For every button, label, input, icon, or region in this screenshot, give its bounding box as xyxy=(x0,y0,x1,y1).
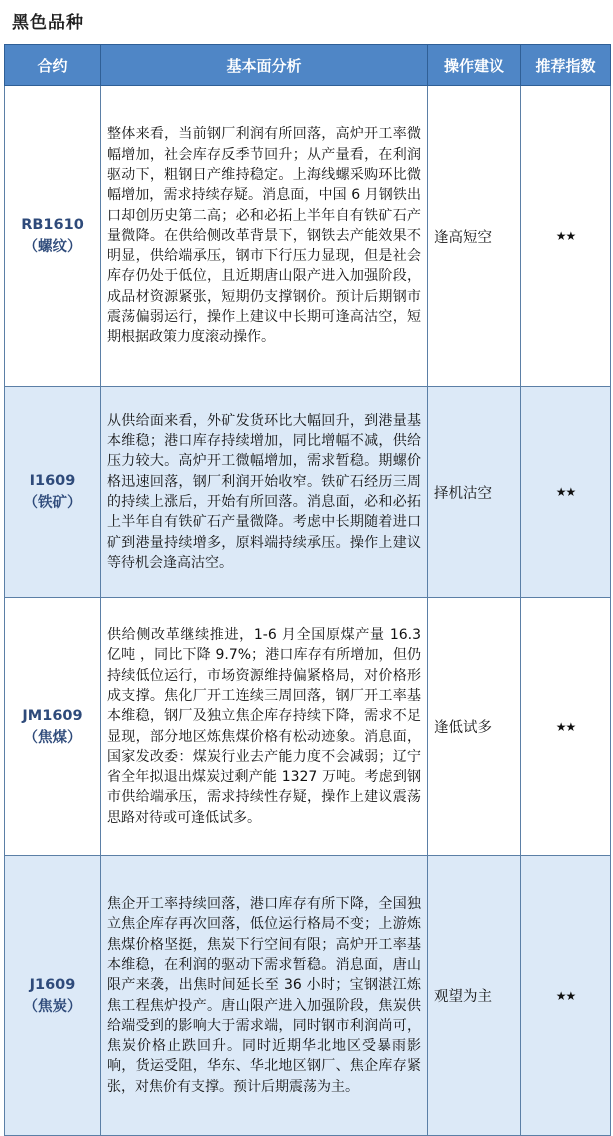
header-contract: 合约 xyxy=(5,45,101,86)
contract-cell xyxy=(5,86,101,387)
rating-stars: ★★ xyxy=(521,856,611,1136)
table-header-row xyxy=(5,45,611,86)
analysis-cell: 整体来看，当前钢厂利润有所回落，高炉开工率微幅增加，社会库存反季节回升；从产量看，在利润驱动下，粗钢日产维持稳定。上海线螺采购环比微幅增加，需求持续存疑。消息面，中国 6 月钢铁出口却创历史第二高；必和必拓上半年自有铁矿石产量微降。在供给侧改革背景下，钢铁去产能效果不明显，供给端承压，钢市下行压力显现，但是社会库存仍处于低位，且近期唐山限产进入加强阶段，成品材资源紧张，短期仍支撑钢价。预计后期钢市震荡偏弱运行，操作上建议中长期可逢高沽空，短期根据政策力度滚动操作。 xyxy=(101,86,428,387)
advice-cell: 逢高短空 xyxy=(428,86,521,387)
contract-code: RB1610 xyxy=(21,217,84,233)
contract-code: J1609 xyxy=(29,976,76,993)
rating-stars: ★★ xyxy=(521,387,611,598)
advice-cell: 观望为主 xyxy=(428,856,521,1136)
contract-name: （螺纹） xyxy=(23,239,82,255)
advice-cell: 逢低试多 xyxy=(428,598,521,856)
contract-name: （焦炭） xyxy=(23,998,82,1015)
section-title: 黑色品种 xyxy=(12,13,84,33)
header-analysis: 基本面分析 xyxy=(101,45,428,86)
header-advice: 操作建议 xyxy=(428,45,521,86)
analysis-table xyxy=(4,44,611,1136)
advice-cell: 择机沽空 xyxy=(428,387,521,598)
contract-cell xyxy=(5,598,101,856)
analysis-cell: 从供给面来看，外矿发货环比大幅回升，到港量基本维稳；港口库存持续增加，同比增幅不减，供给压力较大。高炉开工微幅增加，需求暂稳。期螺价格迅速回落，钢厂利润开始收窄。铁矿石经历三周的持续上涨后，开始有所回落。消息面，必和必拓上半年自有铁矿石产量微降。考虑中长期随着进口矿到港量持续增多，原料端持续承压。操作上建议等待机会逢高沽空。 xyxy=(101,387,428,598)
contract-name: （焦煤） xyxy=(23,729,82,746)
rating-stars: ★★ xyxy=(521,598,611,856)
contract-name: （铁矿） xyxy=(23,495,82,511)
contract-code: JM1609 xyxy=(22,707,83,724)
analysis-cell: 焦企开工率持续回落，港口库存有所下降，全国独立焦企库存再次回落，低位运行格局不变；上游炼焦煤价格坚挺，焦炭下行空间有限；高炉开工率基本维稳，在利润的驱动下需求暂稳。消息面，唐山限产来袭，出焦时间延长至 36 小时；宝钢湛江炼焦工程焦炉投产。唐山限产进入加强阶段，焦炭供给端受到的影响大于需求端，同时钢市利润尚可，焦炭价格止跌回升。同时近期华北地区受暴雨影响，货运受阻，华东、华北地区钢厂、焦企库存紧张，对焦价有支撑。预计后期震荡为主。 xyxy=(101,856,428,1136)
table-row-i1609 xyxy=(5,387,611,598)
table-row-jm1609 xyxy=(5,598,611,856)
contract-code: I1609 xyxy=(29,473,76,489)
table-row-j1609 xyxy=(5,856,611,1136)
table-row-rb1610 xyxy=(5,86,611,387)
contract-cell xyxy=(5,856,101,1136)
analysis-cell: 供给侧改革继续推进，1-6 月全国原煤产量 16.3 亿吨 ，同比下降 9.7%；港口库存有所增加，但仍持续低位运行，市场资源维持偏紧格局，对价格形成支撑。焦化厂开工连续三周回落，钢厂开工率基本维稳，钢厂及独立焦企库存持续下降，需求不足显现，部分地区炼焦煤价格有松动迹象。消息面，国家发改委：煤炭行业去产能力度不会减弱；辽宁省全年拟退出煤炭过剩产能 1327 万吨。考虑到钢市供给端承压，需求持续性存疑，操作上建议震荡思路对待或可逢低试多。 xyxy=(101,598,428,856)
rating-stars: ★★ xyxy=(521,86,611,387)
header-rating: 推荐指数 xyxy=(521,45,611,86)
contract-cell xyxy=(5,387,101,598)
